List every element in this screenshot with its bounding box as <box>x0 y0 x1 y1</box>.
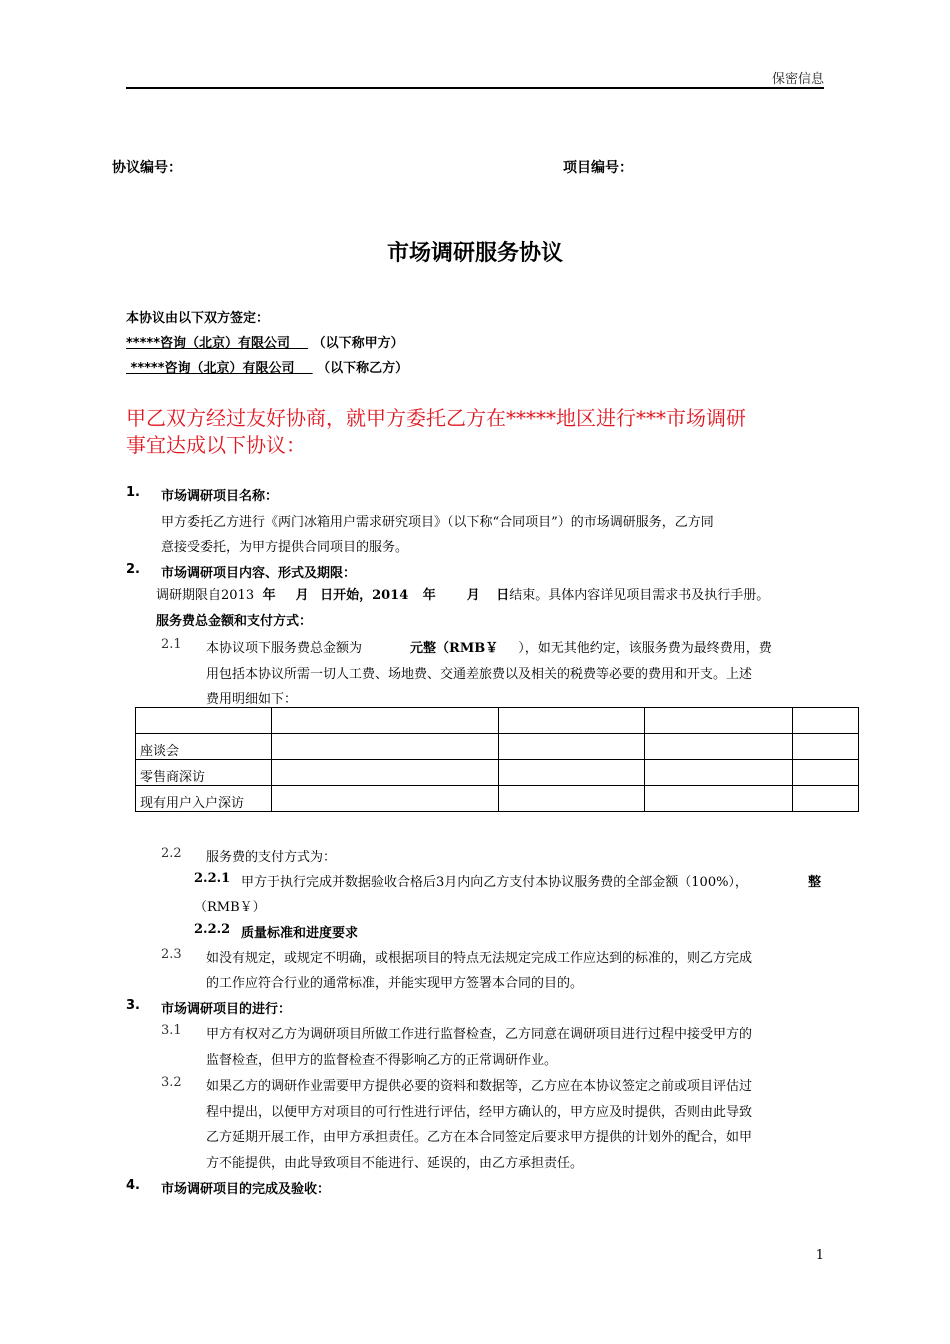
clause-2-1-line-3: 费用明细如下： <box>206 692 298 707</box>
clause-3-1-number: 3.1 <box>161 1023 182 1038</box>
fee-table-cell <box>793 734 859 760</box>
period-day-label-2: 日 <box>496 588 510 603</box>
fee-table-cell: 现有用户入户深访 <box>136 786 272 812</box>
party-b-note: （以下称乙方） <box>317 361 409 376</box>
party-a-name: *****咨询（北京）有限公司 <box>126 336 290 351</box>
fee-table-cell <box>793 786 859 812</box>
fee-table-cell <box>499 760 645 786</box>
fee-table-row <box>136 786 859 812</box>
section-4-number: 4. <box>126 1178 140 1193</box>
clause-3-2-line-4: 方不能提供，由此导致项目不能进行、延误的，由乙方承担责任。 <box>206 1156 584 1171</box>
period-year-label-2: 年 <box>422 588 436 603</box>
section-2-heading: 市场调研项目内容、形式及期限： <box>161 566 357 581</box>
fee-table <box>135 707 859 812</box>
section-3-number: 3. <box>126 998 140 1013</box>
clause-2-1-c: ），如无其他约定，该服务费为最终费用，费 <box>518 641 772 656</box>
party-a-line <box>126 332 404 351</box>
fee-table-cell <box>271 760 499 786</box>
fee-table-row <box>136 734 859 760</box>
fee-table-cell <box>645 708 793 734</box>
clause-3-2-number: 3.2 <box>161 1075 182 1090</box>
clause-2-2-2-number: 2.2.2 <box>194 922 231 937</box>
period-month-label-1: 月 <box>295 588 309 603</box>
preamble-line-2: 事宜达成以下协议： <box>126 433 306 457</box>
party-b-name: *****咨询（北京）有限公司 <box>130 361 295 376</box>
party-b-line <box>126 357 408 376</box>
period-start-year: 调研期限自2013 <box>156 588 255 603</box>
fee-table-cell: 座谈会 <box>136 734 272 760</box>
section-4-heading: 市场调研项目的完成及验收： <box>161 1182 331 1197</box>
section-1-heading: 市场调研项目名称： <box>161 489 279 504</box>
clause-3-1-line-1: 甲方有权对乙方为调研项目所做工作进行监督检查，乙方同意在调研项目进行过程中接受甲方的 <box>206 1027 753 1042</box>
section-3-heading: 市场调研项目的进行： <box>161 1002 292 1017</box>
party-a-note: （以下称甲方） <box>312 336 404 351</box>
fee-table-cell <box>645 734 793 760</box>
clause-3-1-line-2: 监督检查，但甲方的监督检查不得影响乙方的正常调研作业。 <box>206 1053 558 1068</box>
clause-3-2-line-1: 如果乙方的调研作业需要甲方提供必要的资料和数据等，乙方应在本协议签定之前或项目评估过 <box>206 1079 753 1094</box>
fee-table-cell <box>271 734 499 760</box>
fee-table-cell: 零售商深访 <box>136 760 272 786</box>
period-end-text: 结束。具体内容详见项目需求书及执行手册。 <box>509 588 770 603</box>
fee-table-cell <box>645 760 793 786</box>
fee-heading: 服务费总金额和支付方式： <box>156 614 313 629</box>
fee-table-cell <box>793 708 859 734</box>
preamble-line-1: 甲乙双方经过友好协商，就甲方委托乙方在*****地区进行***市场调研 <box>126 406 746 430</box>
page-number: 1 <box>815 1248 824 1263</box>
clause-2-3-line-1: 如没有规定，或规定不明确，或根据项目的特点无法规定完成工作应达到的标准的，则乙方完成 <box>206 951 753 966</box>
section-1-body-line-1: 甲方委托乙方进行《两门冰箱用户需求研究项目》（以下称“合同项目”）的市场调研服务，乙方同 <box>161 515 714 530</box>
period-year-label-1: 年 <box>262 588 276 603</box>
section-2-number: 2. <box>126 562 140 577</box>
clause-2-2-text: 服务费的支付方式为： <box>206 850 337 865</box>
fee-table-cell <box>499 734 645 760</box>
header-rule <box>126 87 824 89</box>
period-line <box>156 584 769 603</box>
clause-2-1-line-2: 用包括本协议所需一切人工费、场地费、交通差旅费以及相关的税费等必要的费用和开支。上述 <box>206 667 753 682</box>
fee-table-cell <box>136 708 272 734</box>
fee-table-row <box>136 708 859 734</box>
clause-2-2-2-text: 质量标准和进度要求 <box>241 926 359 941</box>
clause-2-3-number: 2.3 <box>161 947 182 962</box>
project-number-label: 项目编号： <box>563 160 633 176</box>
section-1-body-line-2: 意接受委托，为甲方提供合同项目的服务。 <box>161 540 409 555</box>
clause-2-2-1-number: 2.2.1 <box>194 871 231 886</box>
fee-table-row <box>136 760 859 786</box>
clause-2-1-number: 2.1 <box>161 637 182 652</box>
clause-2-2-1-line-2: （RMB￥） <box>194 900 266 915</box>
fee-table-cell <box>645 786 793 812</box>
clause-2-1-b: 元整（RMB￥ <box>410 641 499 656</box>
clause-2-1-a: 本协议项下服务费总金额为 <box>206 641 363 656</box>
period-start-text: 日开始，2014 <box>320 588 409 603</box>
clause-2-2-number: 2.2 <box>161 846 182 861</box>
clause-3-2-line-3: 乙方延期开展工作，由甲方承担责任。乙方在本合同签定后要求甲方提供的计划外的配合，如甲 <box>206 1130 753 1145</box>
period-month-label-2: 月 <box>466 588 480 603</box>
agreement-number-label: 协议编号： <box>112 160 182 176</box>
clause-2-2-1-tail: 整 <box>808 875 822 890</box>
clause-2-2-1-text: 甲方于执行完成并数据验收合格后3月内向乙方支付本协议服务费的全部金额（100%）， <box>241 875 748 890</box>
fee-table-cell <box>499 708 645 734</box>
fee-table-cell <box>271 786 499 812</box>
clause-3-2-line-2: 程中提出，以便甲方对项目的可行性进行评估，经甲方确认的，甲方应及时提供，否则由此导致 <box>206 1105 753 1120</box>
parties-intro: 本协议由以下双方签定： <box>126 311 270 326</box>
fee-table-cell <box>499 786 645 812</box>
clause-2-1-line-1 <box>206 637 772 656</box>
fee-table-cell <box>271 708 499 734</box>
section-1-number: 1. <box>126 485 140 500</box>
document-title: 市场调研服务协议 <box>386 241 563 266</box>
fee-table-cell <box>793 760 859 786</box>
confidential-label: 保密信息 <box>771 72 824 87</box>
clause-2-3-line-2: 的工作应符合行业的通常标准，并能实现甲方签署本合同的目的。 <box>206 976 584 991</box>
